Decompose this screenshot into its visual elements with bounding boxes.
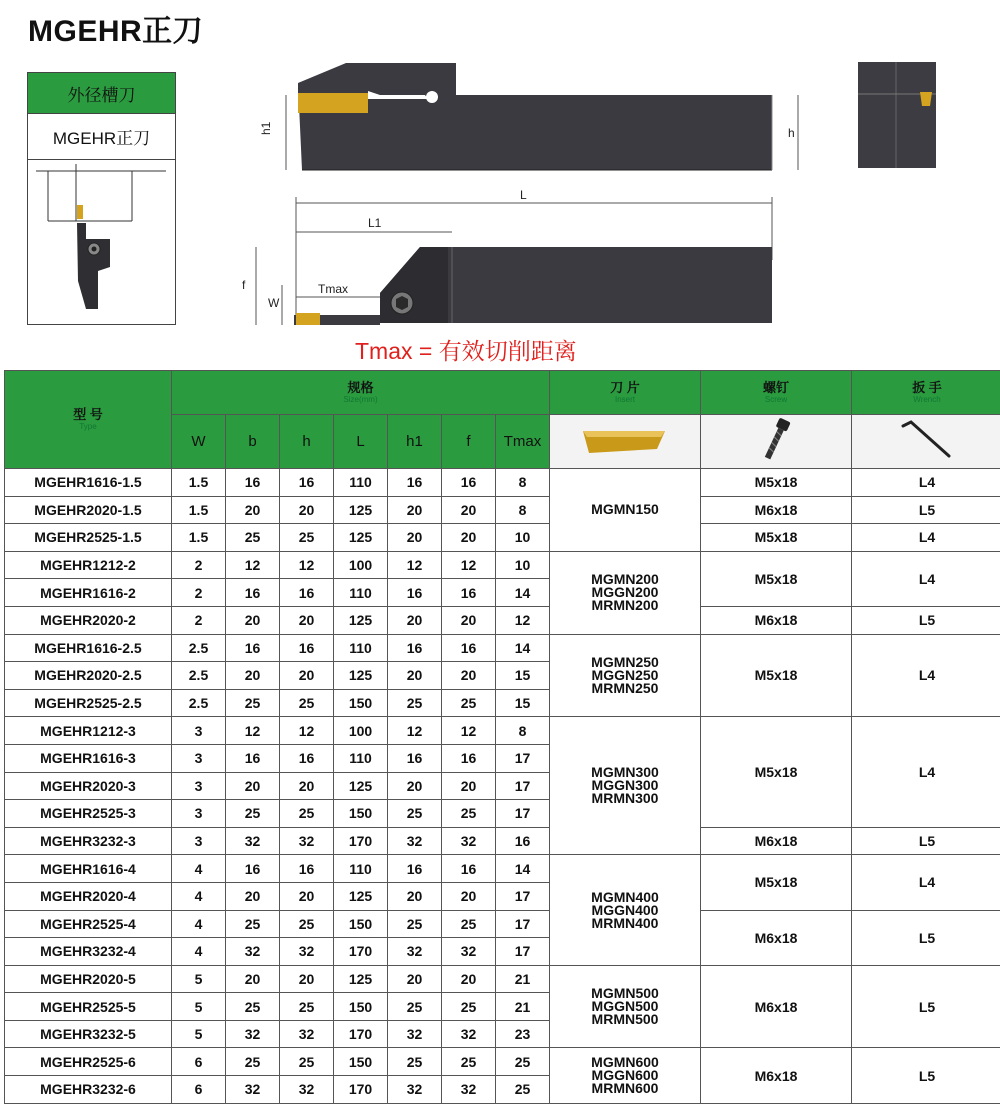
spec-cell: 2 [172,579,226,607]
spec-cell: 25 [442,1048,496,1076]
model-cell: MGEHR1616-2.5 [5,634,172,662]
spec-cell: 150 [334,800,388,828]
spec-cell: 12 [226,551,280,579]
table-row [5,551,1000,579]
spec-cell: 17 [496,744,550,772]
wrench-cell: L4 [852,469,1000,497]
screw-cell: M5x18 [701,855,852,910]
spec-cell: 20 [280,496,334,524]
screw-cell: M5x18 [701,524,852,552]
spec-cell: 25 [388,1048,442,1076]
spec-cell: 17 [496,800,550,828]
spec-cell: 25 [280,910,334,938]
spec-cell: 3 [172,717,226,745]
spec-cell: 125 [334,524,388,552]
table-row [5,965,1000,993]
spec-cell: 2.5 [172,662,226,690]
spec-cell: 6 [172,1048,226,1076]
spec-cell: 17 [496,772,550,800]
spec-cell: 1.5 [172,496,226,524]
spec-cell: 32 [388,1020,442,1048]
spec-cell: 20 [442,662,496,690]
insert-cell: MGMN600 MGGN600 MRMN600 [550,1048,701,1103]
tmax-note: Tmax = 有效切削距离 [355,338,577,364]
spec-cell: 100 [334,551,388,579]
spec-cell: 16 [280,469,334,497]
spec-cell: 16 [226,579,280,607]
table-row [5,524,1000,552]
spec-cell: 12 [496,606,550,634]
spec-cell: 150 [334,1048,388,1076]
spec-cell: 16 [388,469,442,497]
spec-cell: 32 [226,938,280,966]
spec-cell: 12 [226,717,280,745]
col-header-h: h [280,415,334,469]
spec-cell: 16 [226,469,280,497]
spec-cell: 150 [334,993,388,1021]
model-cell: MGEHR1212-2 [5,551,172,579]
spec-cell: 2.5 [172,634,226,662]
machining-sketch-icon [28,159,175,324]
wrench-cell: L5 [852,496,1000,524]
spec-cell: 110 [334,579,388,607]
spec-cell: 4 [172,938,226,966]
spec-cell: 25 [442,993,496,1021]
spec-cell: 32 [388,827,442,855]
model-cell: MGEHR2020-5 [5,965,172,993]
spec-cell: 25 [226,524,280,552]
spec-cell: 12 [388,551,442,579]
holder-side-view [250,55,810,180]
insert-cell: MGMN200 MGGN200 MRMN200 [550,551,701,634]
spec-cell: 20 [226,496,280,524]
page-title: MGEHR正刀 [28,15,204,48]
holder-top-view [230,185,790,335]
wrench-cell: L5 [852,1048,1000,1103]
spec-cell: 25 [226,993,280,1021]
spec-cell: 32 [388,1076,442,1104]
spec-cell: 25 [280,524,334,552]
spec-cell: 20 [280,606,334,634]
spec-cell: 15 [496,689,550,717]
spec-cell: 25 [442,910,496,938]
model-cell: MGEHR2020-1.5 [5,496,172,524]
spec-cell: 15 [496,662,550,690]
spec-cell: 14 [496,579,550,607]
table-row [5,910,1000,938]
insert-icon [550,415,701,469]
spec-cell: 32 [442,1076,496,1104]
col-header-f: f [442,415,496,469]
model-cell: MGEHR1616-3 [5,744,172,772]
wrench-cell: L5 [852,910,1000,965]
spec-cell: 16 [226,744,280,772]
spec-cell: 16 [496,827,550,855]
spec-cell: 20 [388,606,442,634]
dim-L: L [520,188,527,202]
spec-cell: 32 [280,938,334,966]
table-row [5,855,1000,883]
spec-cell: 110 [334,634,388,662]
spec-cell: 16 [280,579,334,607]
model-cell: MGEHR3232-5 [5,1020,172,1048]
dim-Tmax: Tmax [318,282,348,296]
spec-cell: 100 [334,717,388,745]
spec-cell: 17 [496,938,550,966]
spec-cell: 25 [388,993,442,1021]
spec-cell: 32 [280,1020,334,1048]
spec-table [4,370,1000,1104]
spec-cell: 25 [226,910,280,938]
spec-cell: 10 [496,551,550,579]
spec-cell: 125 [334,606,388,634]
spec-cell: 25 [280,689,334,717]
insert-cell: MGMN300 MGGN300 MRMN300 [550,717,701,855]
spec-cell: 3 [172,744,226,772]
spec-cell: 25 [280,993,334,1021]
spec-cell: 5 [172,1020,226,1048]
spec-cell: 20 [442,496,496,524]
spec-cell: 20 [388,524,442,552]
spec-cell: 12 [388,717,442,745]
spec-cell: 32 [226,1076,280,1104]
spec-cell: 23 [496,1020,550,1048]
spec-cell: 25 [496,1048,550,1076]
hex-wrench-icon [852,415,1000,469]
model-cell: MGEHR2020-2.5 [5,662,172,690]
spec-cell: 20 [442,606,496,634]
insert-header: 刀 片 Insert [550,371,701,415]
spec-cell: 110 [334,744,388,772]
spec-cell: 150 [334,689,388,717]
model-cell: MGEHR3232-6 [5,1076,172,1104]
spec-cell: 16 [388,634,442,662]
spec-cell: 16 [226,855,280,883]
table-row [5,717,1000,745]
spec-cell: 25 [388,800,442,828]
wrench-cell: L5 [852,606,1000,634]
spec-cell: 16 [442,634,496,662]
spec-cell: 4 [172,910,226,938]
spec-cell: 3 [172,827,226,855]
col-header-b: b [226,415,280,469]
legend-category: 外径槽刀 [28,73,175,114]
spec-cell: 14 [496,634,550,662]
spec-cell: 32 [226,1020,280,1048]
spec-cell: 4 [172,882,226,910]
spec-cell: 21 [496,965,550,993]
spec-cell: 12 [280,551,334,579]
col-header-h1: h1 [388,415,442,469]
spec-cell: 20 [442,524,496,552]
model-cell: MGEHR1616-1.5 [5,469,172,497]
model-cell: MGEHR3232-3 [5,827,172,855]
screw-cell: M6x18 [701,827,852,855]
model-cell: MGEHR3232-4 [5,938,172,966]
spec-cell: 25 [226,689,280,717]
spec-cell: 32 [442,938,496,966]
table-row [5,1048,1000,1076]
screw-icon [701,415,852,469]
screw-cell: M5x18 [701,717,852,827]
spec-cell: 20 [442,965,496,993]
spec-cell: 20 [280,662,334,690]
spec-cell: 21 [496,993,550,1021]
model-cell: MGEHR2020-4 [5,882,172,910]
dim-h: h [788,126,795,140]
model-cell: MGEHR1212-3 [5,717,172,745]
table-row [5,496,1000,524]
spec-cell: 8 [496,469,550,497]
spec-cell: 20 [280,772,334,800]
spec-cell: 20 [388,496,442,524]
wrench-cell: L5 [852,965,1000,1048]
wrench-cell: L4 [852,551,1000,606]
insert-cell: MGMN150 [550,469,701,552]
spec-cell: 20 [388,662,442,690]
spec-cell: 25 [388,689,442,717]
wrench-cell: L4 [852,855,1000,910]
table-row [5,606,1000,634]
spec-cell: 170 [334,938,388,966]
spec-cell: 32 [442,827,496,855]
spec-cell: 32 [388,938,442,966]
model-cell: MGEHR1616-2 [5,579,172,607]
spec-cell: 20 [388,772,442,800]
spec-cell: 20 [226,772,280,800]
insert-cell: MGMN250 MGGN250 MRMN250 [550,634,701,717]
dim-L1: L1 [368,216,382,230]
dim-f: f [242,278,246,292]
spec-cell: 16 [442,579,496,607]
insert-cell: MGMN400 MGGN400 MRMN400 [550,855,701,965]
spec-cell: 16 [442,744,496,772]
model-cell: MGEHR2525-5 [5,993,172,1021]
spec-cell: 16 [280,855,334,883]
spec-cell: 14 [496,855,550,883]
spec-cell: 125 [334,882,388,910]
spec-cell: 16 [388,744,442,772]
wrench-cell: L4 [852,524,1000,552]
spec-cell: 8 [496,717,550,745]
spec-cell: 110 [334,469,388,497]
screw-cell: M6x18 [701,1048,852,1103]
spec-cell: 20 [388,965,442,993]
spec-cell: 20 [442,772,496,800]
size-header: 规格 Size(mm) [172,371,550,415]
wrench-header: 扳 手 Wrench [852,371,1000,415]
spec-cell: 25 [280,1048,334,1076]
spec-cell: 20 [226,662,280,690]
screw-cell: M6x18 [701,910,852,965]
spec-cell: 20 [388,882,442,910]
spec-cell: 125 [334,965,388,993]
model-cell: MGEHR2020-2 [5,606,172,634]
spec-cell: 170 [334,1020,388,1048]
model-cell: MGEHR2525-1.5 [5,524,172,552]
spec-cell: 32 [442,1020,496,1048]
table-row [5,634,1000,662]
holder-end-view [858,62,938,170]
screw-cell: M5x18 [701,634,852,717]
tool-type-legend [27,72,176,325]
spec-cell: 16 [388,855,442,883]
spec-cell: 32 [280,1076,334,1104]
model-cell: MGEHR2525-6 [5,1048,172,1076]
spec-cell: 125 [334,662,388,690]
wrench-cell: L4 [852,634,1000,717]
screw-cell: M5x18 [701,469,852,497]
spec-cell: 3 [172,772,226,800]
table-row [5,469,1000,497]
screw-cell: M6x18 [701,496,852,524]
spec-cell: 125 [334,772,388,800]
screw-cell: M6x18 [701,606,852,634]
wrench-cell: L4 [852,717,1000,827]
model-cell: MGEHR2525-4 [5,910,172,938]
spec-cell: 20 [226,606,280,634]
spec-cell: 20 [280,965,334,993]
col-header-l: L [334,415,388,469]
spec-cell: 6 [172,1076,226,1104]
spec-cell: 16 [280,744,334,772]
table-row [5,827,1000,855]
spec-cell: 125 [334,496,388,524]
spec-cell: 17 [496,910,550,938]
col-header-tmax: Tmax [496,415,550,469]
spec-cell: 150 [334,910,388,938]
spec-cell: 5 [172,965,226,993]
spec-cell: 170 [334,827,388,855]
model-cell: MGEHR1616-4 [5,855,172,883]
spec-cell: 4 [172,855,226,883]
spec-cell: 32 [226,827,280,855]
model-cell: MGEHR2020-3 [5,772,172,800]
spec-cell: 25 [496,1076,550,1104]
spec-cell: 2.5 [172,689,226,717]
spec-cell: 8 [496,496,550,524]
spec-cell: 20 [280,882,334,910]
spec-cell: 16 [388,579,442,607]
screw-cell: M6x18 [701,965,852,1048]
spec-cell: 5 [172,993,226,1021]
spec-cell: 2 [172,551,226,579]
spec-cell: 25 [226,1048,280,1076]
spec-cell: 1.5 [172,524,226,552]
insert-cell: MGMN500 MGGN500 MRMN500 [550,965,701,1048]
spec-cell: 32 [280,827,334,855]
model-cell: MGEHR2525-3 [5,800,172,828]
spec-cell: 20 [442,882,496,910]
spec-cell: 17 [496,882,550,910]
spec-cell: 25 [442,800,496,828]
spec-cell: 16 [442,855,496,883]
spec-cell: 16 [226,634,280,662]
col-header-w: W [172,415,226,469]
spec-cell: 110 [334,855,388,883]
spec-cell: 3 [172,800,226,828]
spec-cell: 12 [442,551,496,579]
type-header: 型 号 Type [5,371,172,469]
spec-cell: 25 [280,800,334,828]
spec-cell: 25 [442,689,496,717]
spec-cell: 10 [496,524,550,552]
spec-cell: 12 [442,717,496,745]
spec-cell: 25 [226,800,280,828]
screw-header: 螺钉 Screw [701,371,852,415]
dim-W: W [268,296,280,310]
model-cell: MGEHR2525-2.5 [5,689,172,717]
spec-cell: 20 [226,965,280,993]
wrench-cell: L5 [852,827,1000,855]
spec-cell: 20 [226,882,280,910]
spec-cell: 1.5 [172,469,226,497]
spec-cell: 170 [334,1076,388,1104]
screw-cell: M5x18 [701,551,852,606]
spec-cell: 12 [280,717,334,745]
spec-cell: 25 [388,910,442,938]
spec-cell: 2 [172,606,226,634]
spec-cell: 16 [442,469,496,497]
dim-h1: h1 [259,121,273,135]
legend-name: MGEHR正刀 [28,114,175,160]
spec-cell: 16 [280,634,334,662]
